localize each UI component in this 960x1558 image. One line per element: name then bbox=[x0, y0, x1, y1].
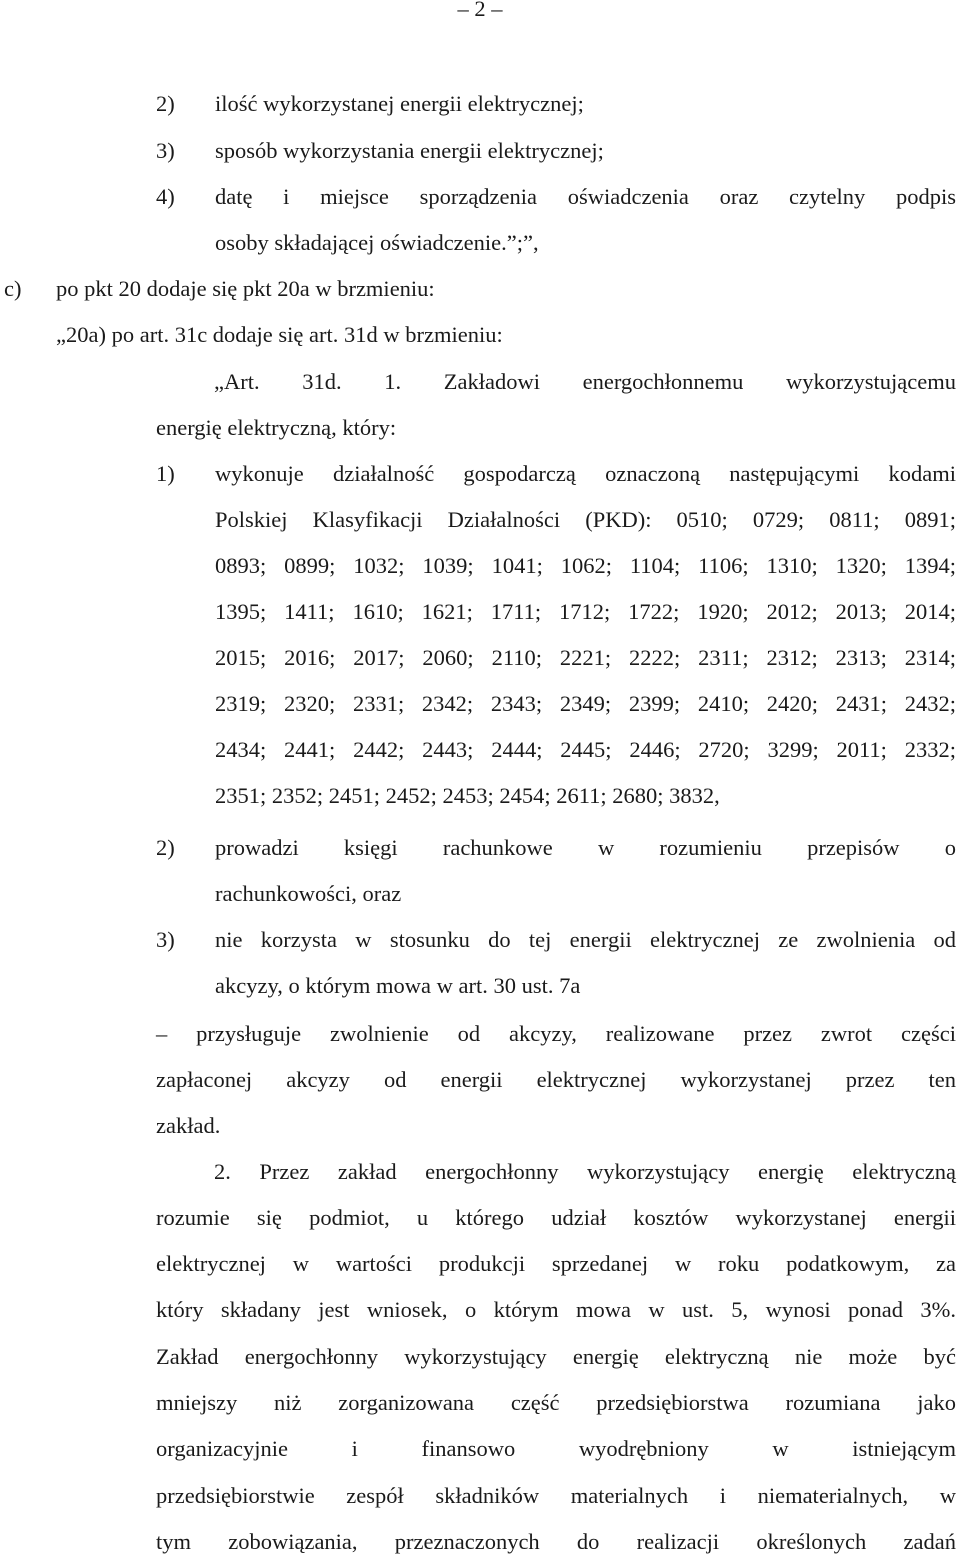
text-line: nie korzysta w stosunku do tej energii elektrycznej ze zwolnienia od bbox=[215, 927, 956, 952]
text-line: datę i miejsce sporządzenia oświadczenia oraz czytelny podpis bbox=[215, 184, 956, 209]
item-number: 2) bbox=[156, 835, 175, 860]
item-number: 1) bbox=[156, 461, 175, 486]
article-heading-line: „Art. 31d. 1. Zakładowi energochłonnemu wykorzystującemu bbox=[214, 369, 956, 394]
text-line: prowadzi księgi rachunkowe w rozumieniu przepisów o bbox=[215, 835, 956, 860]
text-line: tym zobowiązania, przeznaczonych do realizacji określonych zadań bbox=[156, 1529, 956, 1554]
text-line: mniejszy niż zorganizowana część przedsiębiorstwa rozumiana jako bbox=[156, 1390, 956, 1415]
text-line: akcyzy, o którym mowa w art. 30 ust. 7a bbox=[215, 973, 581, 998]
text-line: który składany jest wniosek, o którym mowa w ust. 5, wynosi ponad 3%. bbox=[156, 1297, 956, 1322]
text-line: przedsiębiorstwie zespół składników materialnych i niematerialnych, w bbox=[156, 1483, 956, 1508]
text-line: po pkt 20 dodaje się pkt 20a w brzmieniu: bbox=[56, 276, 435, 301]
item-letter: c) bbox=[4, 276, 22, 301]
text-line: zakład. bbox=[156, 1113, 221, 1138]
pkd-codes-line: 2351; 2352; 2451; 2452; 2453; 2454; 2611; 2680; 3832, bbox=[215, 783, 720, 808]
text-line: Zakład energochłonny wykorzystujący energię elektryczną nie może być bbox=[156, 1344, 956, 1369]
text-line: elektrycznej w wartości produkcji sprzedanej w roku podatkowym, za bbox=[156, 1251, 956, 1276]
pkd-codes-line: 2015; 2016; 2017; 2060; 2110; 2221; 2222; 2311; 2312; 2313; 2314; bbox=[215, 645, 956, 670]
item-number: 2) bbox=[156, 91, 175, 116]
text-line: zapłaconej akcyzy od energii elektrycznej wykorzystanej przez ten bbox=[156, 1067, 956, 1092]
text-line: 2. Przez zakład energochłonny wykorzystujący energię elektryczną bbox=[214, 1159, 956, 1184]
text-line: rachunkowości, oraz bbox=[215, 881, 402, 906]
pkd-codes-line: 1395; 1411; 1610; 1621; 1711; 1712; 1722; 1920; 2012; 2013; 2014; bbox=[215, 599, 956, 624]
item-number: 3) bbox=[156, 138, 175, 163]
pkd-codes-line: 0893; 0899; 1032; 1039; 1041; 1062; 1104; 1106; 1310; 1320; 1394; bbox=[215, 553, 956, 578]
text-line: „20a) po art. 31c dodaje się art. 31d w brzmieniu: bbox=[56, 322, 503, 347]
item-number: 3) bbox=[156, 927, 175, 952]
text-line: osoby składającej oświadczenie.”;”, bbox=[215, 230, 539, 255]
pkd-codes-line: 2434; 2441; 2442; 2443; 2444; 2445; 2446; 2720; 3299; 2011; 2332; bbox=[215, 737, 956, 762]
text-line: ilość wykorzystanej energii elektrycznej; bbox=[215, 91, 584, 116]
text-line: energię elektryczną, który: bbox=[156, 415, 397, 440]
page-number: – 2 – bbox=[457, 0, 503, 21]
pkd-codes-line: 2319; 2320; 2331; 2342; 2343; 2349; 2399; 2410; 2420; 2431; 2432; bbox=[215, 691, 956, 716]
text-line: wykonuje działalność gospodarczą oznaczoną następującymi kodami bbox=[215, 461, 956, 486]
text-line: rozumie się podmiot, u którego udział kosztów wykorzystanej energii bbox=[156, 1205, 956, 1230]
text-line: organizacyjnie i finansowo wyodrębniony w istniejącym bbox=[156, 1436, 956, 1461]
item-number: 4) bbox=[156, 184, 175, 209]
text-line: Polskiej Klasyfikacji Działalności (PKD): 0510; 0729; 0811; 0891; bbox=[215, 507, 956, 532]
text-line: – przysługuje zwolnienie od akcyzy, realizowane przez zwrot części bbox=[156, 1021, 956, 1046]
text-line: sposób wykorzystania energii elektrycznej; bbox=[215, 138, 604, 163]
